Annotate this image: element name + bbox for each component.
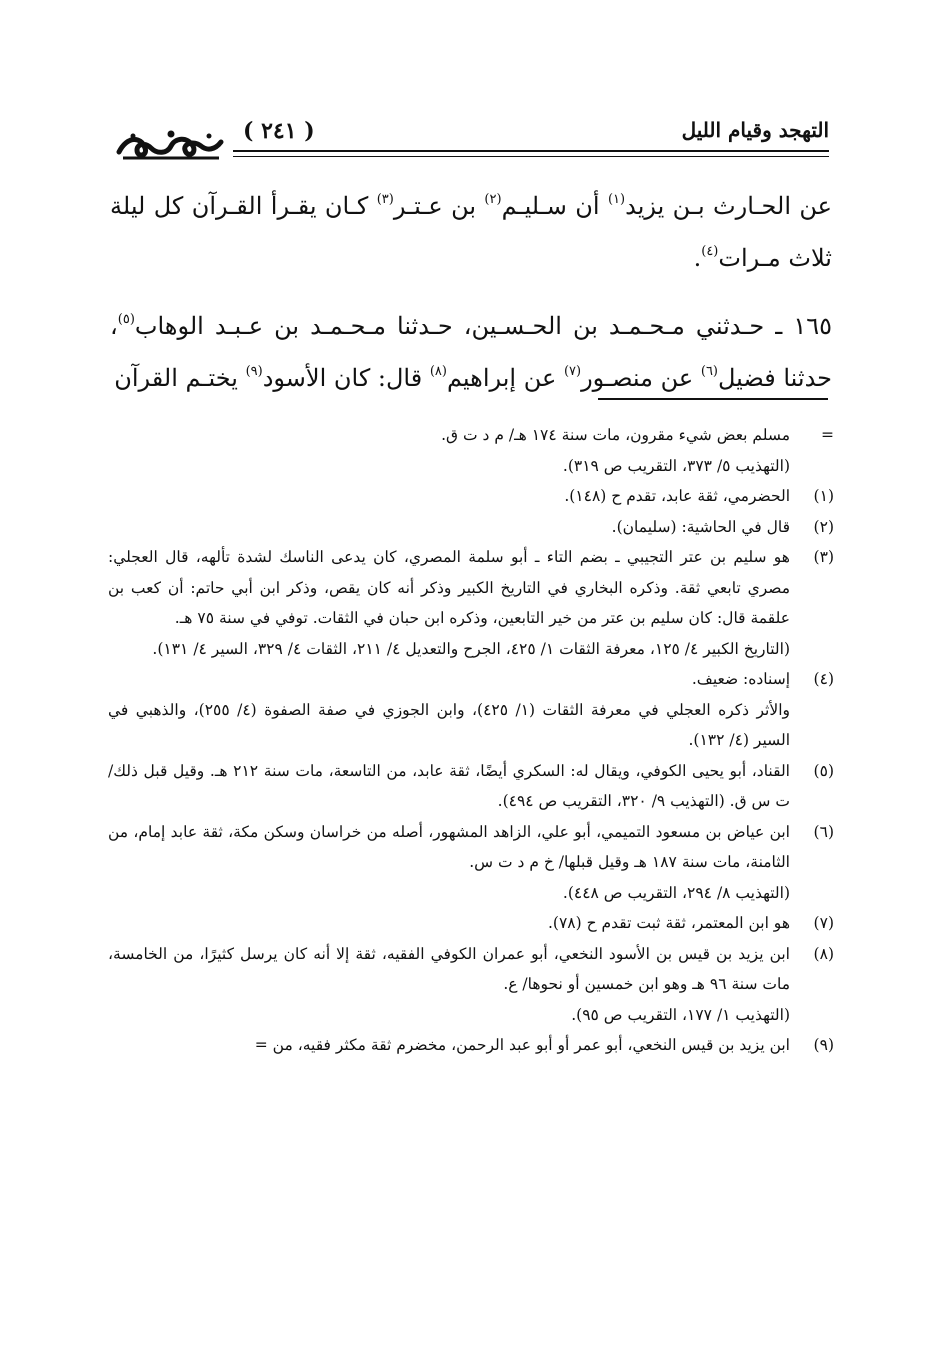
main-text	[110, 180, 832, 404]
page-number: ( ٢٤١ )	[243, 118, 315, 144]
footnote-number: (٣)	[813, 548, 834, 566]
footnote	[108, 481, 834, 512]
footnote-reference: (١)	[607, 192, 626, 207]
footnote	[108, 939, 834, 1031]
footnote-text	[108, 512, 790, 543]
footnote-line: (التاريخ الكبير ٤/ ١٢٥، معرفة الثقات ١/ ٤٢٥، الجرح والتعديل ٤/ ٢١١، الثقات ٤/ ٣٢٩، السير ٤/ ١٣١).	[152, 639, 790, 658]
footnote-number: (٦)	[813, 822, 834, 841]
footnote-text	[108, 756, 790, 817]
text-run: قال: كان الأسود	[262, 364, 430, 392]
footnote	[108, 756, 834, 817]
footnote-text	[108, 481, 790, 512]
footnote-reference: (٥)	[117, 312, 135, 327]
footnote-number: (١)	[813, 487, 834, 505]
footnotes	[108, 420, 834, 1061]
footnote-line: القناد، أبو يحيى الكوفي، ويقال له: السكري أيضًا، ثقة عابد، من التاسعة، مات سنة ٢١٢ هـ. وقيل قبل ذلك/ ت س ق. (التهذيب ٩/ ٣٢٠، التقريب ص ٤٩٤).	[108, 761, 790, 810]
footnote	[108, 542, 834, 664]
footnote-line: مسلم بعض شيء مقرون، مات سنة ١٧٤ هـ/ م د ت ق.	[441, 426, 790, 444]
footnote-number: (٤)	[813, 670, 834, 688]
footnote-number: (٢)	[813, 517, 834, 536]
footnote-reference: (٤)	[701, 244, 719, 259]
footnote	[108, 908, 834, 939]
main-paragraph	[110, 180, 832, 284]
footnote-separator	[598, 398, 828, 400]
text-run: كـان يقـرأ القـرآن كل ليلة ثلاث مـرات	[110, 192, 832, 272]
footnote	[108, 664, 834, 756]
footnote-text	[108, 1030, 790, 1061]
ornament-icon	[115, 124, 225, 164]
footnote-line: هو ابن المعتمر، ثقة ثبت تقدم ح (٧٨).	[547, 914, 790, 932]
header-rule	[233, 150, 829, 152]
footnote-reference: (٣)	[376, 192, 394, 207]
text-run: ، حدثنا فضيل	[110, 312, 832, 392]
text-run: أن سـليـم	[501, 192, 608, 220]
text-run: ١٦٥ ـ حـدثني مـحـمـد بن الحـسـين، حـدثنا مـحـمـد بن عـبـد الوهاب	[134, 312, 832, 340]
footnote-line: الحضرمي، ثقة عابد، تقدم ح (١٤٨).	[564, 487, 790, 505]
text-run: عن منصـور	[581, 364, 701, 392]
footnote-reference: (٨)	[429, 364, 447, 379]
text-run: عن الحـارث بـن يزيد	[625, 192, 832, 220]
footnote-number: (٥)	[813, 761, 834, 780]
footnote	[108, 512, 834, 543]
footnote-text	[108, 664, 790, 756]
text-run: بن عـتـر	[393, 192, 485, 220]
main-paragraph	[110, 300, 832, 404]
footnote-line: هو سليم بن عتر التجيبي ـ بضم التاء ـ أبو سلمة المصري، كان يدعى الناسك لشدة تألهه، قال العجلي: مصري تابعي ثقة. وذكره البخاري في التاريخ الكبير وذكر أنه كان يقص، وذكر ابن أبي حاتم: أن كعب بن علقمة قال: كان سليم بن عتر من خير التابعين، وذكره ابن حبان في الثقات. توفي في سنة ٧٥ هـ.	[108, 548, 790, 627]
footnote-line: قال في الحاشية: (سليمان).	[611, 517, 790, 536]
footnote-reference: (٧)	[563, 364, 582, 379]
footnote-line: والأثر ذكره العجلي في معرفة الثقات (١/ ٤٢٥)، وابن الجوزي في صفة الصفوة (٤/ ٢٥٥)، والذهبي في السير (٤/ ١٣٢).	[108, 700, 790, 749]
footnote-line: ابن يزيد بن قيس النخعي، أبو عمر أو أبو عبد الرحمن، مخضرم ثقة مكثر فقيه، من =	[254, 1036, 790, 1054]
footnote	[108, 1030, 834, 1061]
footnote-line: ابن عياض بن مسعود التميمي، أبو علي، الزاهد المشهور، أصله من خراسان وسكن مكة، ثقة عابد إمام، من الثامنة، مات سنة ١٨٧ هـ وقيل قبلها/ خ م د ت س.	[108, 822, 790, 871]
text-run: .	[693, 244, 702, 272]
running-title: التهجد وقيام الليل	[681, 118, 829, 142]
footnote-line: (التهذيب ٨/ ٢٩٤، التقريب ص ٤٤٨).	[562, 883, 790, 902]
footnote-number: =	[821, 426, 834, 444]
page-header	[115, 110, 829, 170]
footnote	[108, 420, 834, 481]
footnote-reference: (٩)	[245, 364, 263, 379]
footnote-number: (٨)	[813, 944, 834, 963]
header-rule-thin	[233, 156, 829, 157]
footnote-reference: (٦)	[700, 364, 718, 379]
footnote-number: (٩)	[813, 1036, 834, 1054]
text-run: عن إبراهيم	[446, 364, 564, 392]
footnote-text	[108, 908, 790, 939]
footnote-reference: (٢)	[484, 192, 502, 207]
footnote-text	[108, 542, 790, 664]
footnote	[108, 817, 834, 909]
footnote-text	[108, 420, 790, 481]
footnote-line: إسناده: ضعيف.	[691, 670, 790, 688]
footnote-number: (٧)	[813, 914, 834, 932]
footnote-text	[108, 939, 790, 1031]
footnote-line: (التهذيب ١/ ١٧٧، التقريب ص ٩٥).	[571, 1005, 790, 1024]
footnote-line: ابن يزيد بن قيس بن الأسود النخعي، أبو عمران الكوفي الفقيه، ثقة إلا أنه كان يرسل كثيرًا، من الخامسة، مات سنة ٩٦ هـ وهو ابن خمسين أو نحوها/ ع.	[108, 944, 790, 993]
footnote-line: (التهذيب ٥/ ٣٧٣، التقريب ص ٣١٩).	[562, 456, 790, 475]
footnote-text	[108, 817, 790, 909]
text-run: يختـم القرآن	[114, 364, 246, 392]
